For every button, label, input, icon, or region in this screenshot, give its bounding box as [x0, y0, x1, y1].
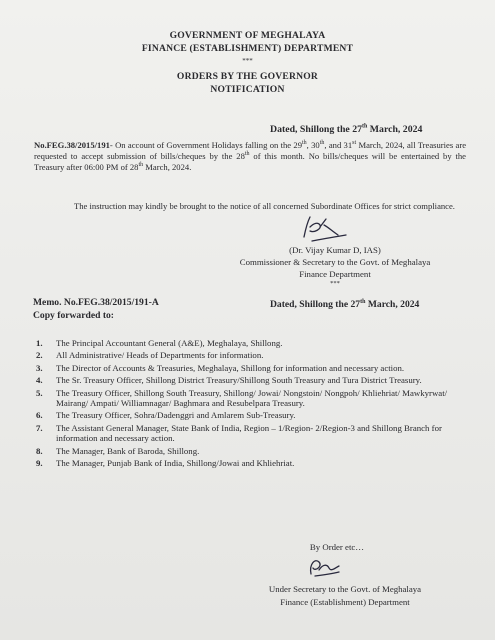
notification-body: No.FEG.38/2015/191- On account of Government Holidays falling on the 29th, 30th, and 31st March, 2024, all Treasuries are requested to accept submission of bills/cheques by the 28th of this month. No bills/cheques will be entertained by the Treasury after 06:00 PM of 28th March, 2024. — [34, 140, 467, 172]
header-stars: *** — [242, 57, 253, 65]
list-item: 6. The Treasury Officer, Sohra/Dadenggri and Amlarem Sub-Treasury. — [36, 410, 296, 421]
list-item: 9. The Manager, Punjab Bank of India, Shillong/Jowai and Khliehriat. — [36, 458, 295, 469]
list-item: 4. The Sr. Treasury Officer, Shillong District Treasury/Shillong South Treasury and Tura District Treasury. — [36, 375, 422, 386]
list-item: 5. The Treasury Officer, Shillong South Treasury, Shillong/ Jowai/ Nongstoin/ Nongpoh/ Khliehriat/ Mawkyrwat/ Mairang/ Ampati/ Williamnagar/ Baghmara and Resubelpara Treasury. — [36, 387, 448, 409]
copy-forwarded-heading: Copy forwarded to: — [33, 310, 115, 321]
instruction-paragraph: The instruction may kindly be brought to the notice of all concerned Subordinate Offices for strict compliance. — [74, 201, 455, 211]
list-item: 1. The Principal Accountant General (A&E), Meghalaya, Shillong. — [36, 338, 283, 348]
copy-recipient-list — [36, 338, 468, 470]
signatory-name: (Dr. Vijay Kumar D, IAS) — [289, 245, 381, 255]
signature-under-secretary — [305, 554, 345, 580]
closing-department: Finance (Establishment) Department — [280, 597, 410, 607]
by-order-text: By Order etc… — [309, 542, 365, 552]
list-item: 8. The Manager, Bank of Baroda, Shillong. — [36, 445, 200, 456]
list-item: 3. The Director of Accounts & Treasuries, Meghalaya, Shillong for information and necessary action. — [36, 362, 405, 373]
closing-title: Under Secretary to the Govt. of Meghalaya — [268, 584, 422, 594]
signatory-stars: *** — [330, 280, 340, 287]
list-item: 2. All Administrative/ Heads of Departments for information. — [36, 350, 264, 361]
header-government: GOVERNMENT OF MEGHALAYA — [169, 30, 326, 41]
header-notification: NOTIFICATION — [210, 84, 285, 95]
memo-number: Memo. No.FEG.38/2015/191-A — [33, 297, 159, 308]
signature-commissioner — [298, 213, 358, 245]
memo-dated: Dated, Shillong the 27th March, 2024 — [270, 298, 420, 310]
reference-number: No.FEG.38/2015/191 — [34, 140, 110, 150]
list-item: 7. The Assistant General Manager, State Bank of India, Region – 1/Region- 2/Region-3 and Shillong Branch for information and necessary action. — [36, 422, 442, 444]
header-orders: ORDERS BY THE GOVERNOR — [176, 71, 319, 82]
header-department: FINANCE (ESTABLISHMENT) DEPARTMENT — [141, 43, 354, 54]
signatory-title: Commissioner & Secretary to the Govt. of Meghalaya — [239, 257, 431, 267]
signatory-department: Finance Department — [299, 269, 371, 279]
dated-line: Dated, Shillong the 27th March, 2024 — [270, 123, 423, 135]
